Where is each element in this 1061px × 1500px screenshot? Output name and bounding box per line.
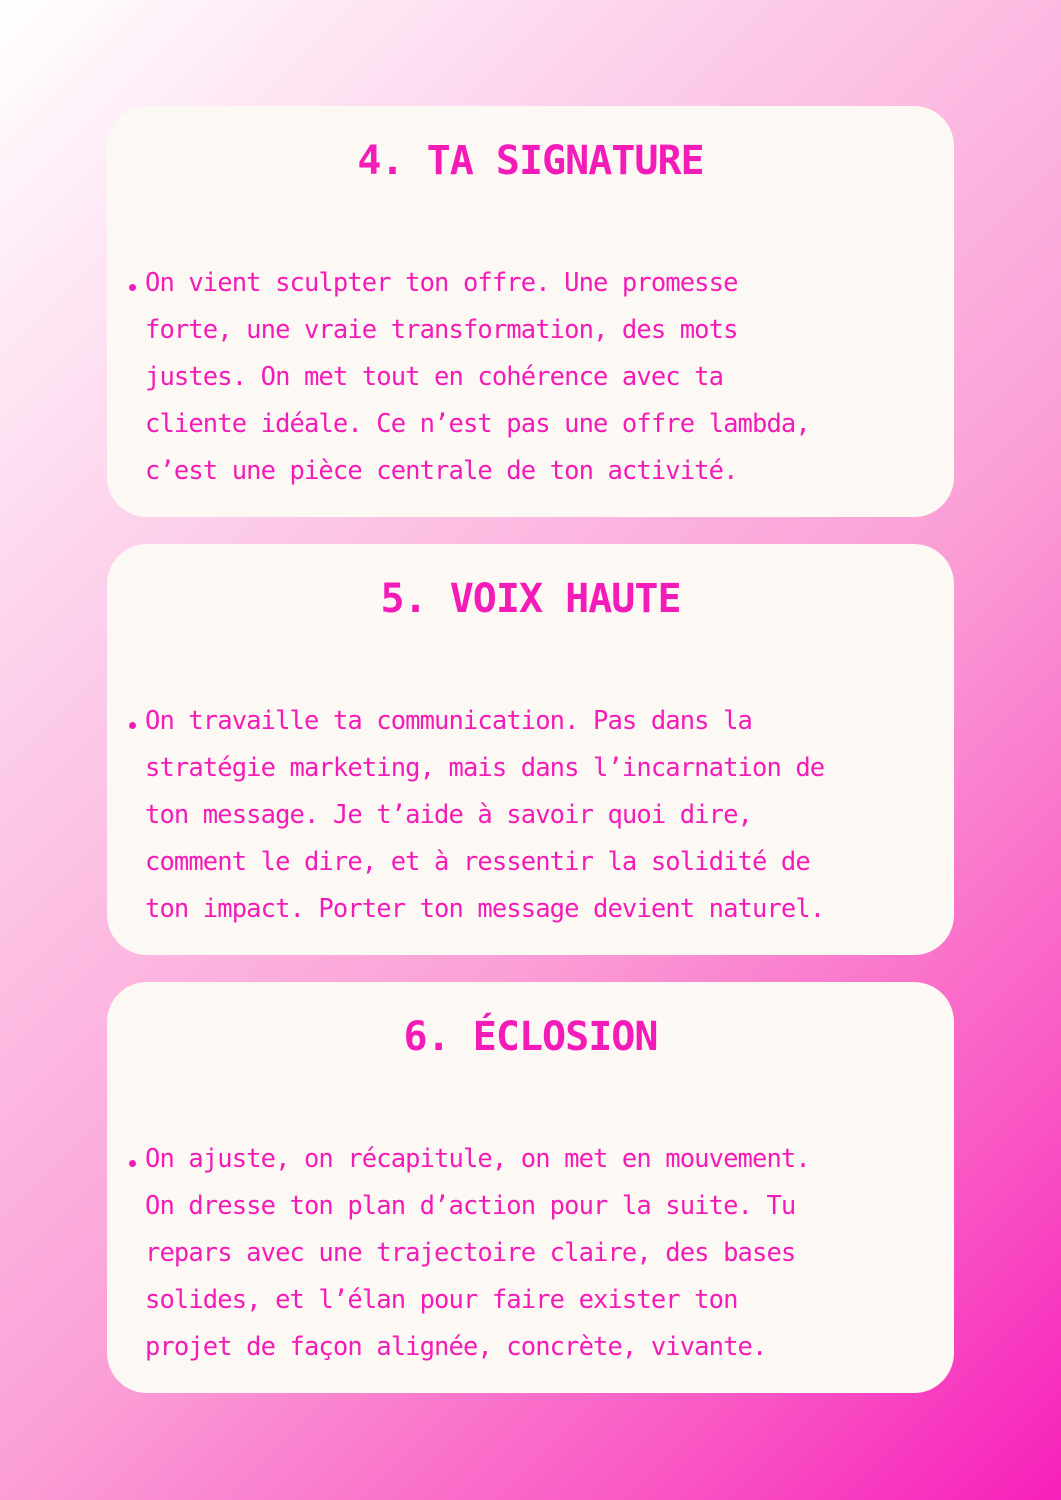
- step-card-signature: [107, 106, 954, 517]
- step-card-voix-haute: [107, 544, 954, 955]
- step-description: On ajuste, on récapitule, on met en mouvement. On dresse ton plan d’action pour la suite. Tu repars avec une trajectoire claire, des bases solides, et l’élan pour faire exister ton projet de façon alignée, concrète, vivante.: [145, 1144, 810, 1362]
- step-title: 4. TA SIGNATURE: [357, 138, 704, 184]
- step-title: 6. ÉCLOSION: [403, 1014, 658, 1060]
- bullet-icon: [129, 284, 136, 291]
- step-card-eclosion: [107, 982, 954, 1393]
- step-description: On travaille ta communication. Pas dans la stratégie marketing, mais dans l’incarnation de ton message. Je t’aide à savoir quoi dire, comment le dire, et à ressentir la solidité de ton impact. Porter ton message devient naturel.: [145, 706, 825, 924]
- step-title: 5. VOIX HAUTE: [380, 576, 681, 622]
- bullet-icon: [129, 722, 136, 729]
- bullet-icon: [129, 1160, 136, 1167]
- step-description: On vient sculpter ton offre. Une promesse forte, une vraie transformation, des mots justes. On met tout en cohérence avec ta cliente idéale. Ce n’est pas une offre lambda, c’est une pièce centrale de ton activité.: [145, 268, 810, 486]
